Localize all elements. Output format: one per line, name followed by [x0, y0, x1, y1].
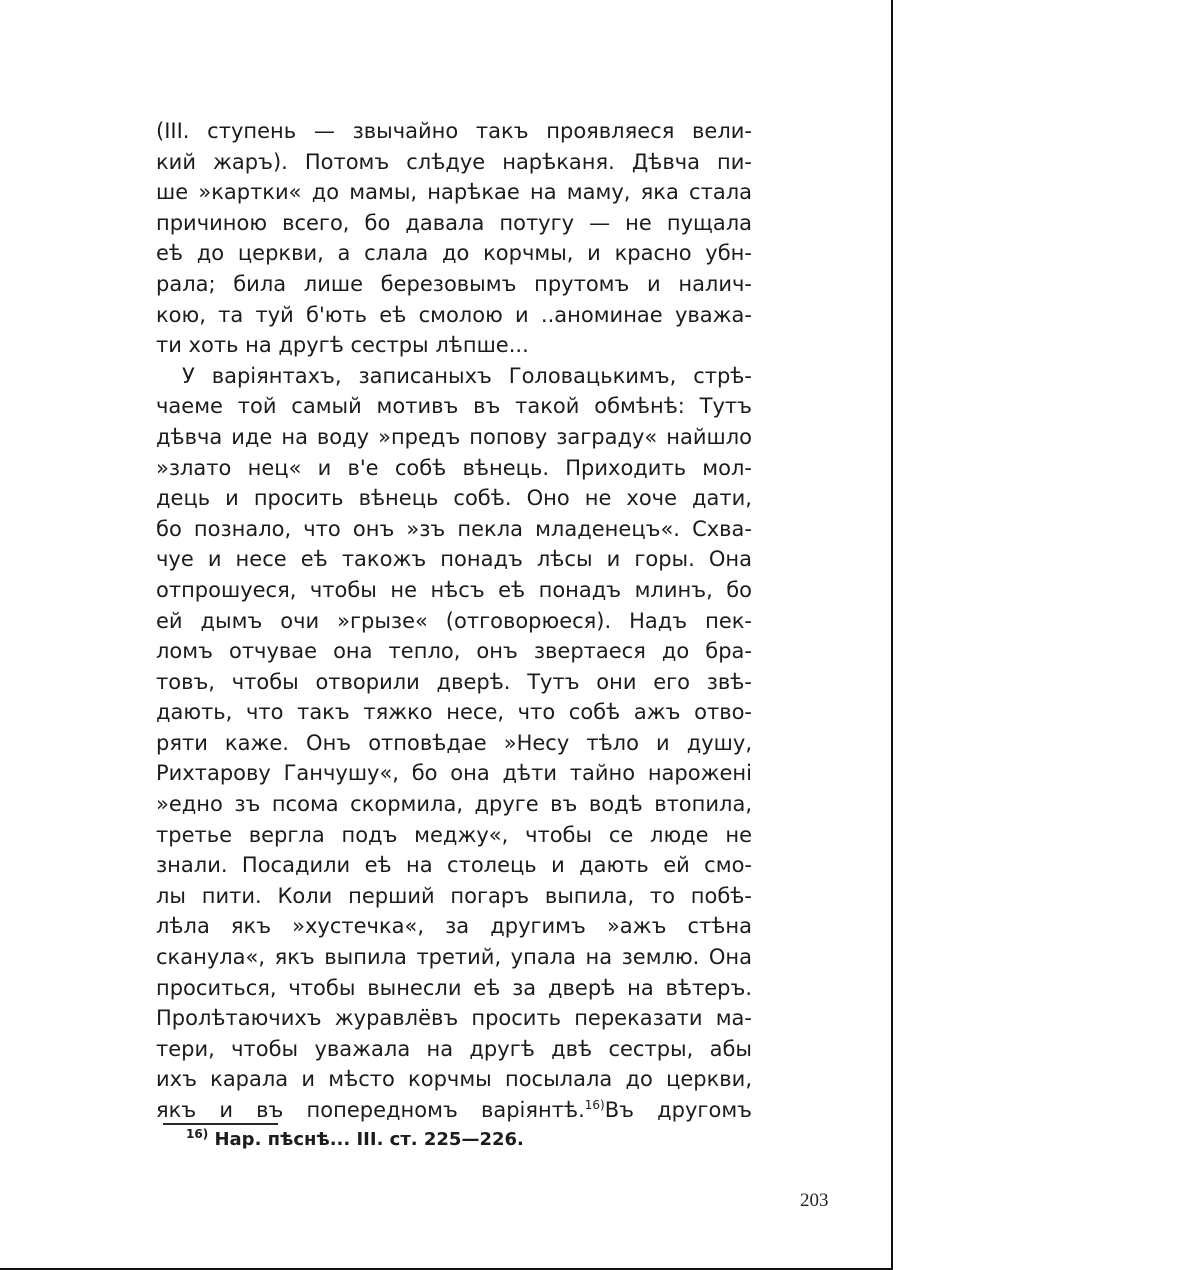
text-line: чаеме той самый мотивъ въ такой обмѣнѣ: Тутъ	[156, 394, 752, 419]
text-line: Рихтарову Ганчушу«, бо она дѣти тайно нарожені	[156, 761, 752, 786]
text-line: ти хоть на другѣ сестры лѣпше...	[156, 333, 529, 358]
text-line: Пролѣтаючихъ журавлёвъ просить переказати ма-	[156, 1006, 752, 1031]
text-line: еѣ до церкви, а слала до корчмы, и красно убн-	[156, 241, 752, 266]
text-line: рала; била лише березовымъ прутомъ и налич-	[156, 271, 752, 296]
text-line: сканула«, якъ выпила третий, упала на землю. Она	[156, 945, 752, 970]
text-line: »едно зъ псома скормила, друге въ водѣ втопила,	[156, 792, 752, 817]
text-line: причиною всего, бо давала потугу — не пущала	[156, 210, 752, 235]
text-line: дець и просить вѣнець собѣ. Оно не хоче дати,	[156, 486, 752, 511]
text-line: кий жаръ). Потомъ слѣдуе нарѣканя. Дѣвча пи-	[156, 149, 752, 174]
text-line: лы пити. Коли перший погаръ выпила, то побѣ-	[156, 883, 752, 908]
text-line: (III. ступень — звычайно такъ проявляеся вели-	[156, 119, 752, 143]
footnote-reference: 16)	[584, 1098, 605, 1112]
text-line: лѣла якъ »хустечка«, за другимъ »ажъ стѣна	[156, 914, 752, 939]
footnote-text: Нар. пѣснѣ... III. ст. 225—226.	[214, 1129, 524, 1150]
text-line: товъ, чтобы отворили дверѣ. Тутъ они его звѣ-	[156, 669, 752, 694]
text-line: ей дымъ очи »грызе« (отговорюеся). Надъ пек-	[156, 608, 752, 633]
body-text	[156, 116, 752, 1126]
text-line: проситься, чтобы вынесли еѣ за дверѣ на вѣтеръ.	[156, 975, 752, 1000]
text-line: кою, та туй б'ють еѣ смолою и ..аноминае уважа-	[156, 302, 752, 327]
text-fragment: якъ и въ попередномъ варіянтѣ.	[156, 1098, 585, 1122]
text-line: ихъ карала и мѣсто корчмы посылала до церкви,	[156, 1067, 752, 1092]
text-line: чуе и несе еѣ такожъ понадъ лѣсы и горы. Она	[156, 547, 752, 572]
text-line-with-footnote	[156, 1095, 752, 1126]
text-line: тери, чтобы уважала на другѣ двѣ сестры, абы	[156, 1036, 752, 1061]
footnote-number: 16)	[186, 1127, 209, 1141]
text-line: »злато нец« и в'е собѣ вѣнець. Приходить мол-	[156, 455, 752, 480]
text-line: ше »картки« до мамы, нарѣкае на маму, яка стала	[156, 180, 752, 205]
text-line: дѣвча иде на воду »предъ попову заграду« найшло	[156, 424, 752, 449]
text-line: третье вергла подъ меджу«, чтобы се люде не	[156, 822, 752, 847]
text-line: знали. Посадили еѣ на столець и дають ей смо-	[156, 853, 752, 878]
paragraph-start-line: У варіянтахъ, записаныхъ Головацькимъ, стрѣ-	[182, 363, 752, 388]
text-line: отпрошуеся, чтобы не нѣсъ еѣ понадъ млинъ, бо	[156, 577, 752, 602]
footnote-divider	[163, 1123, 278, 1125]
text-fragment: Въ другомъ	[604, 1098, 752, 1122]
text-line: дають, что такъ тяжко несе, что собѣ ажъ отво-	[156, 700, 752, 725]
page-number: 203	[800, 1190, 829, 1211]
text-line: бо познало, что онъ »зъ пекла младенецъ«. Схва-	[156, 516, 752, 541]
footnote	[186, 1129, 524, 1150]
text-line: ряти каже. Онъ отповѣдае »Несу тѣло и душу,	[156, 730, 752, 755]
text-line: ломъ отчувае она тепло, онъ звертаеся до бра-	[156, 639, 752, 664]
